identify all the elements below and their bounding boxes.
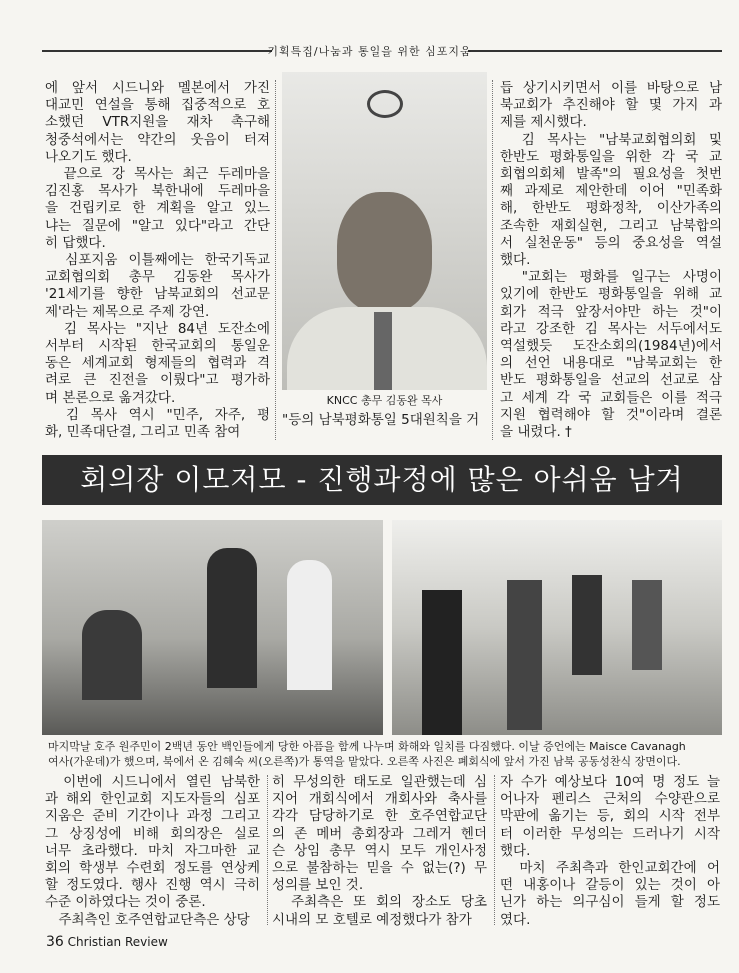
text-line: 주최측은 또 회의 장소도 당초	[272, 894, 487, 911]
text-line: 소했던 VTR지원을 재차 촉구해	[45, 114, 270, 131]
top-middle-line	[282, 412, 487, 429]
text-line: 려로 큰 진전을 이뤘다"고 평가하	[45, 372, 270, 389]
bottom-column-1	[45, 774, 260, 929]
text-line: 의 선언 내용대로 "남북교회는 한	[500, 355, 722, 372]
top-left-column	[45, 80, 270, 441]
text-line: 이번에 시드니에서 열린 남북한	[45, 774, 260, 790]
text-line: 제를 제시했다.	[500, 114, 587, 131]
text-line: 을 건립키로 한 계획을 알고 있느	[45, 200, 270, 217]
text-line: 그 상징성에 비해 회의장은 실로	[45, 825, 260, 842]
text-line: 슨 상임 총무 역시 모두 개인사정	[272, 842, 487, 859]
photo-kim-dong-wan	[282, 72, 487, 390]
text-line: 청중석에서는 약간의 웃음이 터져	[45, 131, 270, 148]
text-line: 냐는 질문에 "알고 있다"라고 간단	[45, 217, 270, 234]
photo-caption-kncc: KNCC 총무 김동완 목사	[326, 394, 443, 407]
column-divider	[494, 775, 495, 925]
text-line: 너무 초라했다. 마치 자그마한 교	[45, 842, 260, 859]
page-number: 36	[46, 934, 64, 950]
text-line: 닌가 하는 의구심이 들게 할 정도	[500, 894, 720, 911]
text-line: 해, 한반도 평화정착, 이산가족의	[500, 200, 722, 217]
text-line: 조속한 재회실현, 그리고 남북합의	[500, 217, 722, 234]
text-line: 역설했듯 도잔소회의(1984년)에서	[500, 338, 722, 355]
text-line: 의 존 메버 총회장과 그레거 헨더	[272, 825, 487, 842]
photo-caption-line-2: 여사(가운데)가 했으며, 북에서 온 김혜숙 씨(오른쪽)가 통역을 맡았다. 오른쪽 사진은 폐회식에 앞서 가진 남북 공동성찬식 장면이다.	[48, 755, 681, 768]
text-line: 떤 내홍이나 갈등이 있는 것이 아	[500, 877, 720, 894]
text-line: 북교회가 추진해야 할 몇 가지 과	[500, 97, 722, 114]
cross-emblem-icon	[367, 90, 403, 118]
text-line: 김진홍 목사가 북한내에 두레마을	[45, 183, 270, 200]
text-line: 있기에 한반도 평화통일을 위해 교	[500, 286, 722, 303]
text-line: 과 해외 한인교회 지도자들의 심포	[45, 791, 260, 808]
text-line: 수준 이하였다는 것이 중론.	[45, 894, 206, 911]
text-line: 각각 담당하기로 한 호주연합교단	[272, 808, 487, 825]
text-line: 듭 상기시키면서 이를 바탕으로 남	[500, 80, 722, 96]
text-line: 였다.	[500, 911, 531, 928]
text-line: 으로 불참하는 믿을 수 없는(?) 무	[272, 860, 487, 877]
text-line: 서부터 시작된 한국교회의 통일운	[45, 338, 270, 355]
text-line: 자 수가 예상보다 10여 명 정도 늘	[500, 774, 720, 790]
text-line: 반도 평화통일을 선교의 선교로 삼	[500, 372, 722, 389]
text-line: 서 실천운동" 등의 중요성을 역설	[500, 234, 722, 251]
text-line: "등의 남북평화통일 5대원칙을 거	[282, 412, 480, 428]
text-line: 마치 주최측과 한인교회간에 어	[500, 860, 720, 877]
column-divider	[267, 775, 268, 925]
text-line: 했다.	[500, 842, 531, 859]
text-line: 성의를 보인 것.	[272, 877, 364, 894]
text-line: "교회는 평화를 일구는 사명이	[500, 269, 722, 286]
column-divider	[275, 80, 276, 440]
text-line: 김 목사는 "남북교회협의회 및	[500, 131, 722, 148]
text-line: 회협의회체 발족"의 필요성을 첫번	[500, 166, 722, 183]
bottom-column-2	[272, 774, 487, 929]
text-line: 에 앞서 시드니와 멜본에서 가진	[45, 80, 270, 96]
text-line: '21세기를 향한 남북교회의 선교문	[45, 286, 270, 303]
text-line: 째 과제로 제안한데 이어 "민족화	[500, 183, 722, 200]
text-line: 히 답했다.	[45, 234, 106, 251]
text-line: 대교민 연설을 통해 집중적으로 호	[45, 97, 270, 114]
text-line: 끝으로 강 목사는 최근 두레마을	[45, 166, 270, 183]
top-right-column	[500, 80, 722, 441]
magazine-name: Christian Review	[67, 935, 168, 949]
text-line: 라고 강조한 김 목사는 서두에서도	[500, 320, 722, 337]
text-line: 며 본론으로 옮겨갔다.	[45, 389, 176, 406]
text-line: 지움은 준비 기간이나 과정 그리고	[45, 808, 260, 825]
text-line: 김 목사 역시 "민주, 자주, 평	[45, 406, 270, 423]
text-line: 시내의 모 호텔로 예정했다가 참가	[272, 911, 472, 928]
text-line: 한반도 평화통일을 위한 각 국 교	[500, 148, 722, 165]
text-line: 주최측인 호주연합교단측은 상당	[45, 911, 250, 928]
text-line: 터 이러한 무성의는 드러나기 시작	[500, 825, 720, 842]
text-line: 막판에 옮기는 등, 회의 시작 전부	[500, 808, 720, 825]
photo-aboriginal-testimony	[42, 520, 383, 735]
text-line: 교회협의회 총무 김동완 목사가	[45, 269, 270, 286]
text-line: 지어 개회식에서 개회사와 축사를	[272, 791, 487, 808]
text-line: 심포지움 이틀째에는 한국기독교	[45, 252, 270, 269]
text-line: 회의 학생부 수련회 정도를 연상케	[45, 860, 260, 877]
text-line: 제'라는 제목으로 주제 강연.	[45, 303, 210, 320]
text-line: 지원 협력해야 할 것"이라며 결론	[500, 406, 722, 423]
text-line: 할 정도였다. 행사 진행 역시 극히	[45, 877, 260, 894]
page-footer	[46, 934, 168, 950]
text-line: 고 세계 각 국 교회들은 이를 적극	[500, 389, 722, 406]
column-divider	[492, 80, 493, 440]
photo-caption-line-1: 마지막날 호주 원주민이 2백년 동안 백인들에게 당한 아픔을 함께 나누며 화해와 일치를 다짐했다. 이날 증언에는 Maisce Cavanagh	[48, 740, 686, 753]
text-line: 회가 적극 앞장서야만 하는 것"이	[500, 303, 722, 320]
text-line: 히 무성의한 태도로 일관했는데 심	[272, 774, 487, 790]
text-line: 화, 민족대단결, 그리고 민족 참여	[45, 424, 241, 441]
bottom-column-3	[500, 774, 720, 929]
text-line: 했다.	[500, 252, 531, 269]
text-line: 동은 세계교회 형제들의 협력과 격	[45, 355, 270, 372]
section-banner: 회의장 이모저모 - 진행과정에 많은 아쉬움 남겨	[42, 455, 722, 505]
text-line: 을 내렸다. †	[500, 424, 572, 441]
section-header: 기획특집/나눔과 통일을 위한 심포지움	[267, 45, 472, 58]
text-line: 나오기도 했다.	[45, 148, 132, 165]
text-line: 어나자 펜리스 근처의 수양관으로	[500, 791, 720, 808]
text-line: 김 목사는 "지난 84년 도잔소에	[45, 320, 270, 337]
photo-joint-communion	[392, 520, 722, 735]
